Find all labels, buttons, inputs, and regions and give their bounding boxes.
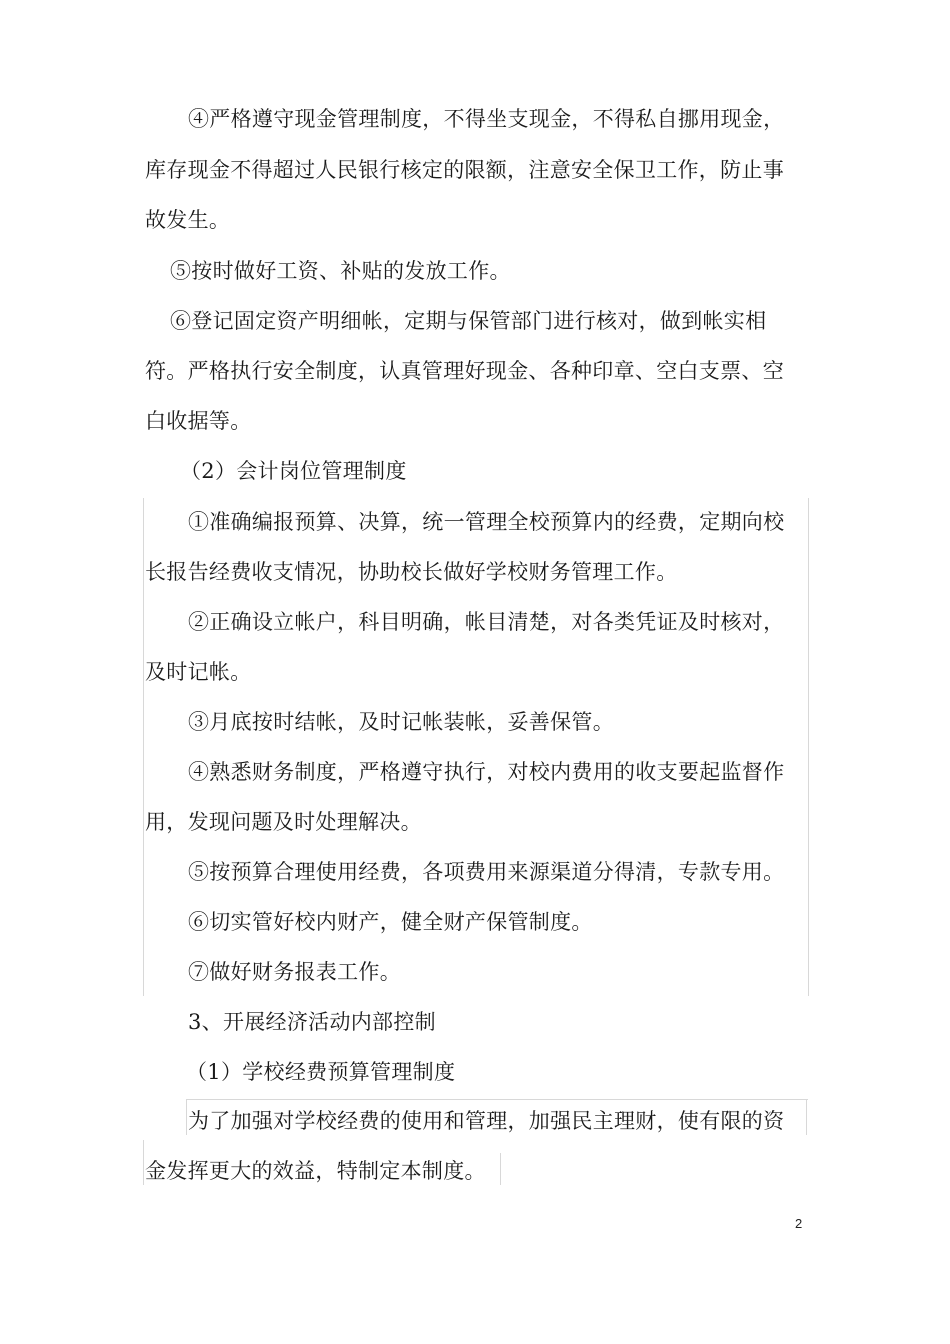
frame-line-right: [808, 498, 809, 996]
page-number: 2: [795, 1216, 803, 1231]
paragraph-line: ④熟悉财务制度，严格遵守执行，对校内费用的收支要起监督作: [188, 760, 785, 784]
paragraph-line: ⑦做好财务报表工作。: [188, 960, 401, 984]
paragraph-line: 为了加强对学校经费的使用和管理，加强民主理财，使有限的资: [188, 1109, 785, 1133]
paragraph-line: 白收据等。: [145, 409, 252, 433]
paragraph-line: ⑥登记固定资产明细帐，定期与保管部门进行核对，做到帐实相: [170, 309, 767, 333]
frame-line-top: [186, 1099, 808, 1100]
frame-line-right-3: [500, 1153, 501, 1185]
paragraph-line: 符。严格执行安全制度，认真管理好现金、各种印章、空白支票、空: [145, 359, 784, 383]
paragraph-line: ④严格遵守现金管理制度，不得坐支现金，不得私自挪用现金，: [188, 107, 785, 131]
paragraph-line: 金发挥更大的效益，特制定本制度。: [145, 1159, 486, 1183]
paragraph-line: 及时记帐。: [145, 660, 252, 684]
frame-line-left: [143, 498, 144, 996]
paragraph-line: ⑥切实管好校内财产，健全财产保管制度。: [188, 910, 593, 934]
paragraph-line: ①准确编报预算、决算，统一管理全校预算内的经费，定期向校: [188, 510, 785, 534]
section-heading: 3、开展经济活动内部控制: [188, 1010, 436, 1034]
paragraph-line: ⑤按预算合理使用经费，各项费用来源渠道分得清，专款专用。: [188, 860, 785, 884]
frame-line-left-3: [143, 1140, 144, 1185]
paragraph-line: ③月底按时结帐，及时记帐装帐，妥善保管。: [188, 710, 614, 734]
paragraph-line: 长报告经费收支情况，协助校长做好学校财务管理工作。: [145, 560, 678, 584]
section-heading: （1）学校经费预算管理制度: [186, 1060, 456, 1084]
paragraph-line: 用，发现问题及时处理解决。: [145, 810, 422, 834]
frame-line-right-2: [806, 1099, 807, 1135]
frame-line-left-2: [186, 1099, 187, 1135]
paragraph-line: ⑤按时做好工资、补贴的发放工作。: [170, 259, 511, 283]
section-heading: （2）会计岗位管理制度: [180, 459, 407, 483]
paragraph-line: 故发生。: [145, 208, 231, 232]
paragraph-line: 库存现金不得超过人民银行核定的限额，注意安全保卫工作，防止事: [145, 158, 784, 182]
paragraph-line: ②正确设立帐户，科目明确，帐目清楚，对各类凭证及时核对，: [188, 610, 785, 634]
